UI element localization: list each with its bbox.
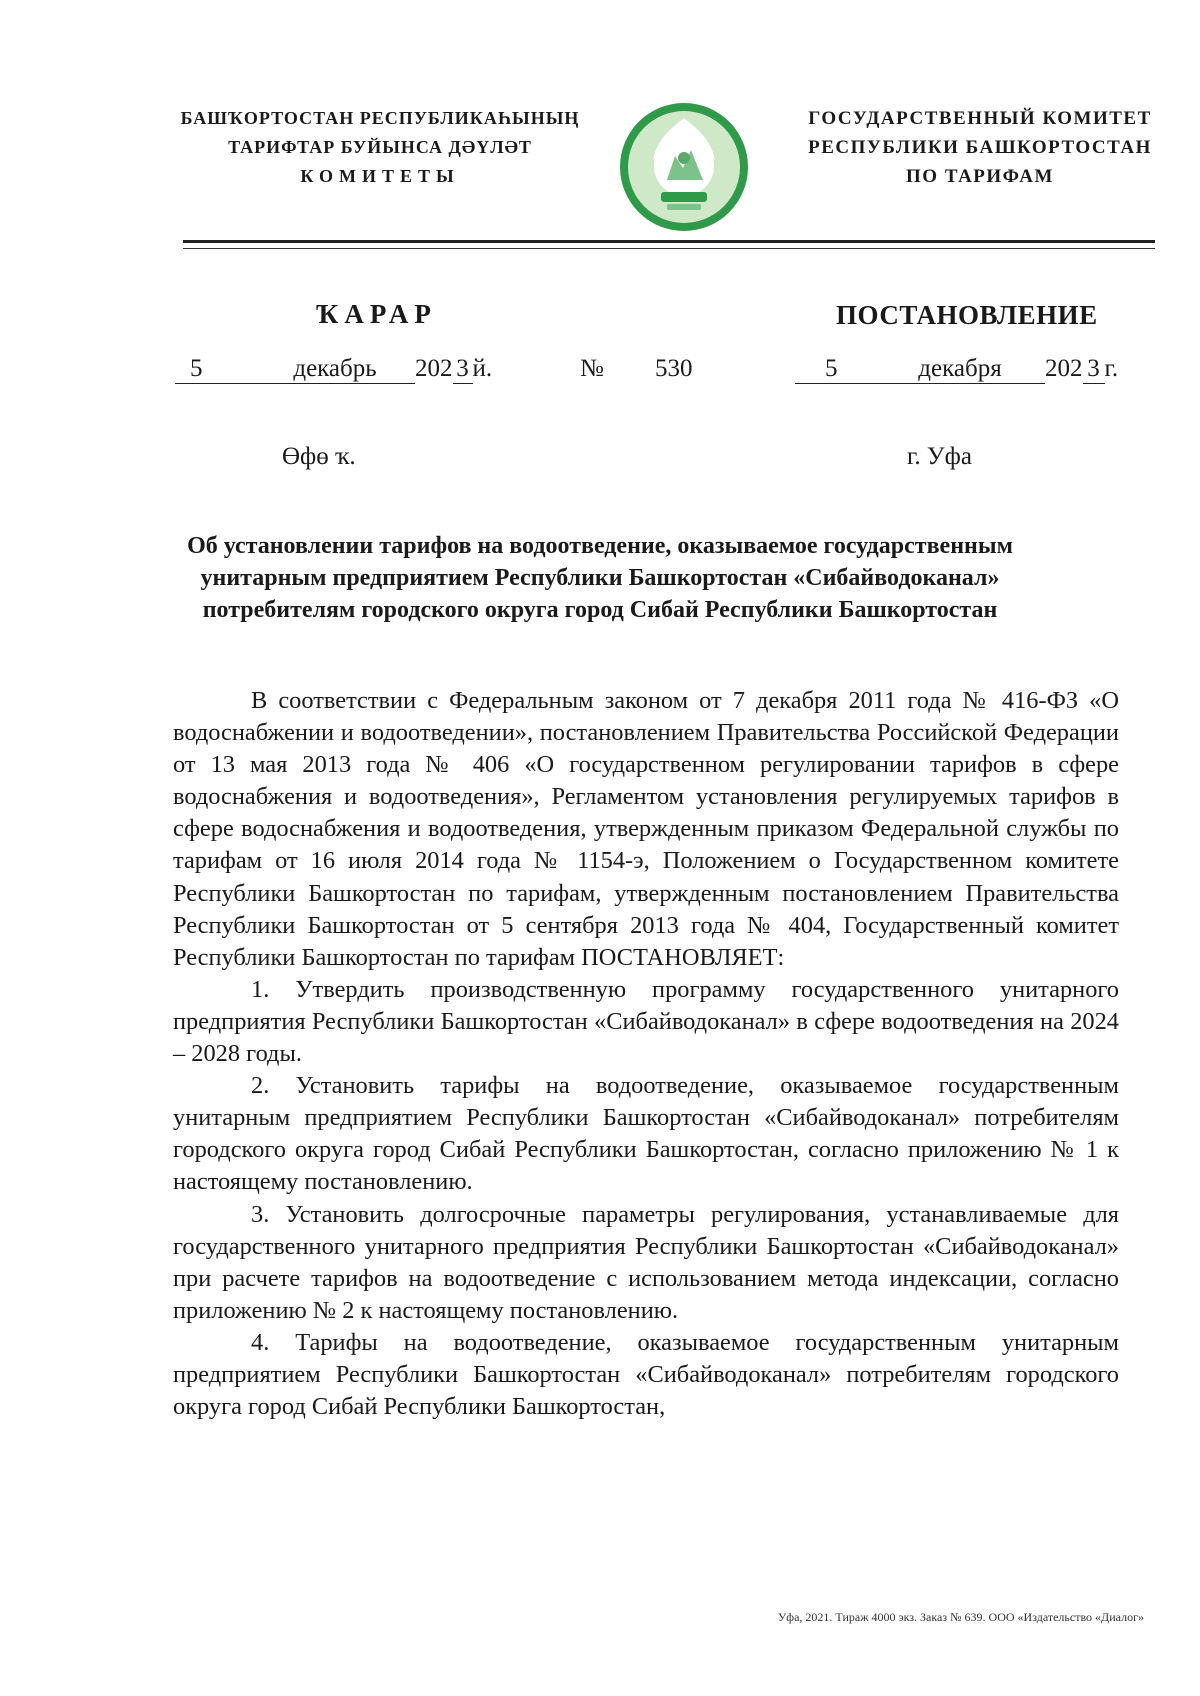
body-paragraph-preamble: В соответствии с Федеральным законом от 7 декабря 2011 года № 416-ФЗ «О водоснабжении и водоотведении», постановлением Правительства Российской Федерации от 13 мая 2013 года № 406 «О государственном регулировании тарифов в сфере водоснабжения и водоотведения», Регламентом установления регулируемых тарифов в сфере водоснабжения и водоотведения, утвержденным приказом Федеральной службы по тарифам от 16 июля 2014 года № 1154-э, Положением о Государственном комитете Республики Башкортостан по тарифам, утвержденным постановлением Правительства Республики Башкортостан от 5 сентября 2013 года № 404, Государственный комитет Республики Башкортостан по тарифам ПОСТАНОВЛЯЕТ: [173, 687, 1119, 971]
city-bashkir: Өфө ҡ. [282, 443, 356, 470]
date-left-day [175, 355, 255, 384]
header-left-bashkir [160, 104, 600, 191]
date-left-day-value: 5 [190, 355, 203, 382]
header-divider-thin [183, 248, 1155, 249]
document-body [173, 685, 1119, 1423]
coat-of-arms-icon [617, 100, 751, 234]
print-footer: Уфа, 2021. Тираж 4000 экз. Заказ № 639. ООО «Издательство «Диалог» [777, 1610, 1144, 1624]
body-paragraph-item-3: 3. Установить долгосрочные параметры регулирования, устанавливаемые для государственного унитарного предприятия Республики Башкортостан «Сибайводоканал» при расчете тарифов на водоотведение с использованием метода индексации, согласно приложению № 2 к настоящему постановлению. [173, 1200, 1119, 1324]
header-right-line-2: РЕСПУБЛИКИ БАШКОРТОСТАН [808, 137, 1152, 158]
date-left-year-prefix: 202 [415, 355, 453, 382]
body-paragraph-item-2: 2. Установить тарифы на водоотведение, оказываемое государственным унитарным предприятием Республики Башкортостан «Сибайводоканал» потребителям городского округа город Сибай Республики Башкортостан, согласно приложению № 1 к настоящему постановлению. [173, 1072, 1119, 1196]
doc-type-bashkir: ҠАРАР [316, 299, 437, 329]
header-right-line-1: ГОСУДАРСТВЕННЫЙ КОМИТЕТ [808, 108, 1152, 129]
header-left-line-2: ТАРИФТАР БУЙЫНСА ДӘҮЛӘТ [228, 137, 532, 157]
header-right-line-3: ПО ТАРИФАМ [906, 166, 1054, 187]
date-right-day [795, 355, 875, 384]
date-left-year-suffix: 3 [453, 355, 473, 384]
date-right [795, 355, 1118, 384]
body-paragraph-item-4: 4. Тарифы на водоотведение, оказываемое государственным унитарным предприятием Республики Башкортостан «Сибайводоканал» потребителям городского округа город Сибай Республики Башкортостан, [173, 1328, 1119, 1421]
date-right-year-prefix: 202 [1045, 355, 1083, 382]
doc-number-sign: № [580, 355, 604, 382]
date-left-month: декабрь [255, 355, 415, 384]
date-right-year-suffix: 3 [1083, 355, 1105, 384]
document-title: Об установлении тарифов на водоотведение, оказываемое государственным унитарным предприятием Республики Башкортостан «Сибайводоканал» потребителям городского округа город Сибай Республики Башкортостан [187, 533, 1013, 623]
date-left [175, 355, 492, 384]
doc-number-value: 530 [655, 355, 693, 382]
city-russian: г. Уфа [907, 443, 972, 470]
date-right-year-unit: г. [1104, 355, 1119, 382]
doc-type-russian: ПОСТАНОВЛЕНИЕ [836, 300, 1098, 330]
date-right-day-value: 5 [825, 355, 838, 382]
header-divider-thick [183, 240, 1155, 243]
date-left-year-unit: й. [472, 355, 493, 382]
body-paragraph-item-1: 1. Утвердить производственную программу государственного унитарного предприятия Республики Башкортостан «Сибайводоканал» в сфере водоотведения на 2024 – 2028 годы. [173, 975, 1119, 1068]
date-right-month: декабря [875, 355, 1045, 384]
header-left-line-3: КОМИТЕТЫ [300, 166, 460, 186]
header-left-line-1: БАШҠОРТОСТАН РЕСПУБЛИКАҺЫНЫҢ [180, 108, 580, 128]
header-right-russian [790, 104, 1170, 191]
